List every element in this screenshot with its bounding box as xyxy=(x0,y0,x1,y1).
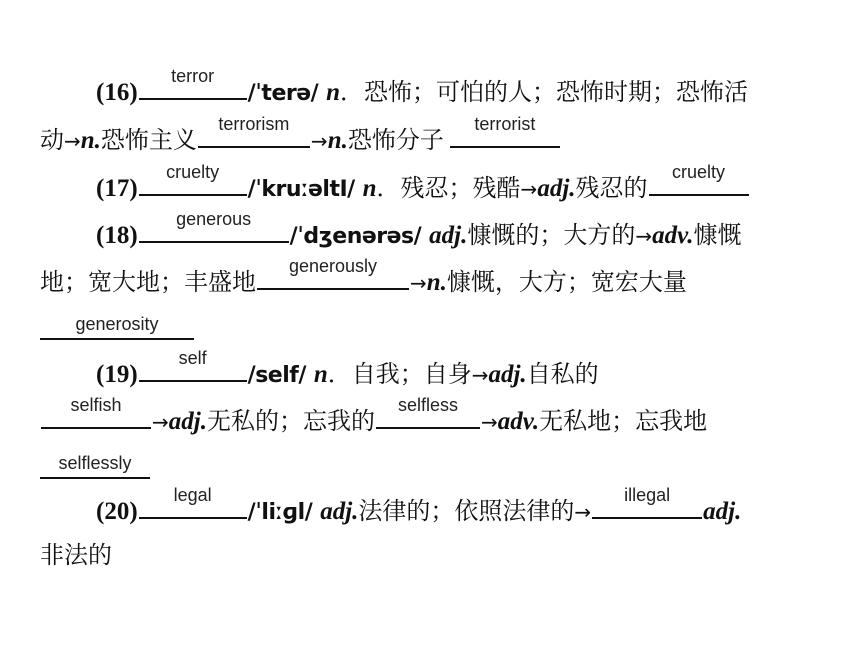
entry-17: (17) cruelty /ˈkruːəltI/ n．残忍；残酷→adj.残忍的 cruelty xyxy=(96,168,750,207)
phonetic: /ˈterə/ xyxy=(247,81,319,106)
entry-16-line1: (16) terror /ˈterə/ n．恐怖；可怕的人；恐怖时期；恐怖活 xyxy=(96,66,749,106)
answer-blank xyxy=(139,209,289,243)
entry-19-line2: selfish →adj.无私的；忘我的 selfless →adv.无私地；忘我地 xyxy=(40,401,707,439)
answer-text: terrorist xyxy=(474,114,536,134)
answer-text: cruelty xyxy=(166,162,220,182)
definition: 恐怖主义 xyxy=(100,126,197,154)
answer-text: generously xyxy=(288,256,378,276)
phonetic: /ˈkruːəltI/ xyxy=(247,177,355,202)
part-of-speech: n xyxy=(326,79,341,106)
part-of-speech: adj. xyxy=(429,222,468,249)
entry-19-line1: (19) self /self/ n．自我；自身→adj.自私的 xyxy=(96,348,599,388)
entry-18-line1: (18) generous /ˈdʒenərəs/ adj.慷慨的；大方的→adv.慷慨 xyxy=(96,209,742,249)
definition: 恐怖；可怕的人；恐怖时期；恐怖活 xyxy=(364,78,749,106)
entry-number: (18) xyxy=(96,222,138,249)
definition-cont: 非法的 xyxy=(40,541,112,569)
phonetic: /ˈliːɡl/ xyxy=(247,500,313,525)
answer-text: selflessly xyxy=(58,453,132,473)
answer-blank xyxy=(139,66,247,100)
definition: 残忍的 xyxy=(575,174,648,202)
part-of-speech: adv. xyxy=(497,408,540,435)
part-of-speech: n xyxy=(313,361,328,388)
answer-text: generous xyxy=(176,209,252,229)
answer-blank xyxy=(376,395,480,429)
phonetic: /self/ xyxy=(247,363,306,388)
answer-text: terrorism xyxy=(218,114,290,134)
definition: 恐怖分子 xyxy=(347,126,444,154)
phonetic: /ˈdʒenərəs/ xyxy=(289,224,422,249)
entry-number: (19) xyxy=(96,361,138,388)
definition-cont: 动 xyxy=(40,126,64,154)
answer-text: self xyxy=(178,348,207,368)
definition: 自我；自身 xyxy=(351,360,472,388)
answer-blank xyxy=(139,485,247,519)
entry-number: (17) xyxy=(96,175,138,202)
answer-text: selfish xyxy=(70,395,122,415)
entry-16-line2: 动→n.恐怖主义 terrorism →n.恐怖分子 terrorist xyxy=(40,120,561,158)
answer-blank xyxy=(592,485,702,519)
definition: 残忍；残酷 xyxy=(400,174,521,202)
answer-blank xyxy=(139,162,247,196)
part-of-speech: n. xyxy=(327,127,348,154)
answer-blank xyxy=(41,395,151,429)
part-of-speech: adj. xyxy=(320,498,359,525)
part-of-speech: n xyxy=(362,175,377,202)
answer-blank xyxy=(139,348,247,382)
answer-blank xyxy=(40,453,150,479)
definition-cont: 地；宽大地；丰盛地 xyxy=(40,268,256,296)
part-of-speech: adj. xyxy=(537,175,576,202)
definition: 自私的 xyxy=(526,360,599,388)
answer-blank xyxy=(257,256,409,290)
answer-text: cruelty xyxy=(672,162,726,182)
definition: 慷慨，大方；宽宏大量 xyxy=(446,268,687,296)
entry-20-line2 xyxy=(40,538,112,572)
entry-number: (20) xyxy=(96,498,138,525)
answer-text: generosity xyxy=(75,314,159,334)
answer-text: selfless xyxy=(397,395,458,415)
arrow: → xyxy=(64,129,81,153)
part-of-speech: adv. xyxy=(652,222,694,249)
definition: 无私地；忘我地 xyxy=(539,407,708,435)
answer-text: legal xyxy=(173,485,212,505)
answer-blank xyxy=(198,114,310,148)
part-of-speech: n. xyxy=(80,127,101,154)
part-of-speech: adj. xyxy=(488,361,527,388)
answer-text: illegal xyxy=(624,485,671,505)
entry-18-line2: 地；宽大地；丰盛地 generously →n.慷慨，大方；宽宏大量 xyxy=(40,256,687,296)
part-of-speech: n. xyxy=(426,269,447,296)
answer-blank xyxy=(649,162,749,196)
answer-blank xyxy=(450,114,560,148)
definition: 无私的；忘我的 xyxy=(206,407,375,435)
definition: 法律的；依照法律的 xyxy=(358,497,575,525)
part-of-speech: adj. xyxy=(168,408,207,435)
part-of-speech: adj. xyxy=(703,498,742,525)
definition: 慷慨 xyxy=(693,221,742,249)
answer-blank xyxy=(40,314,194,340)
definition: 慷慨的；大方的 xyxy=(467,221,636,249)
answer-text: terror xyxy=(171,66,215,86)
entry-number: (16) xyxy=(96,79,138,106)
entry-20-line1: (20) legal /ˈliːɡl/ adj.法律的；依照法律的→ illegal adj. xyxy=(96,485,742,525)
